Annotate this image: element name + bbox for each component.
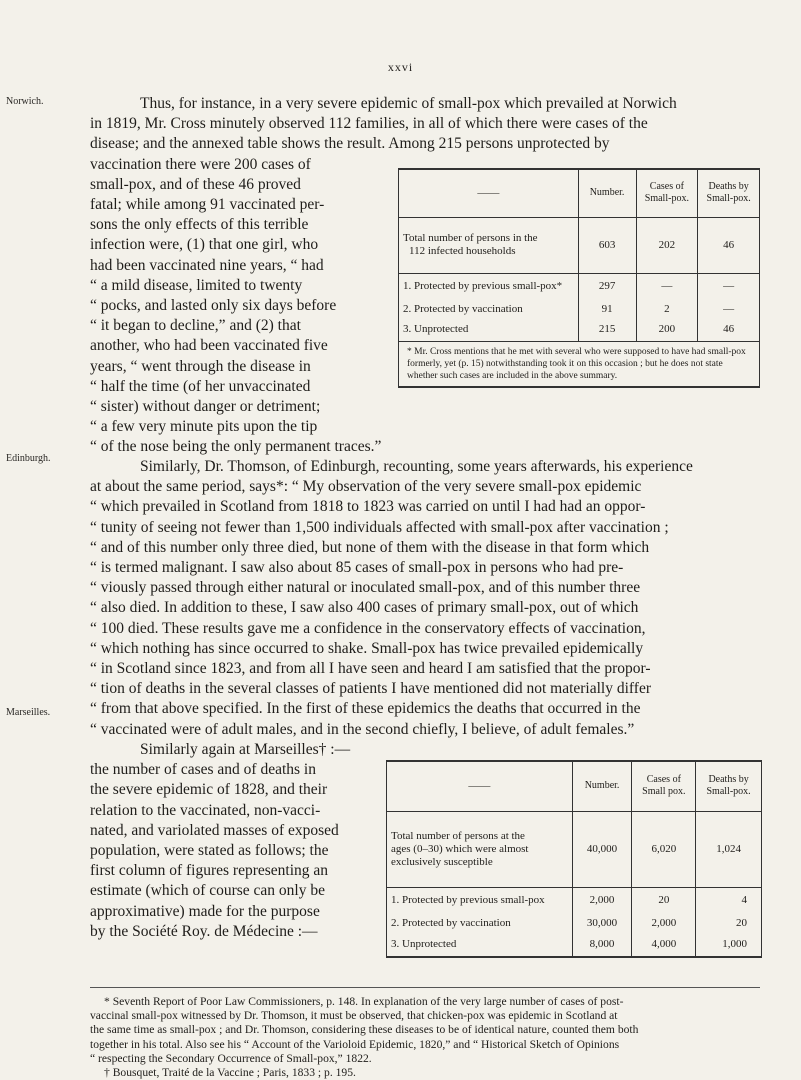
text-line: infection were, (1) that one girl, who <box>90 236 319 254</box>
table-row: 3. Unprotected 8,000 4,000 1,000 <box>387 933 762 957</box>
page-number: xxvi <box>387 60 414 74</box>
footnote-divider <box>90 987 760 988</box>
text-line: first column of figures representing an <box>90 862 329 880</box>
text-line: “ which nothing has since occurred to shake. Small-pox has twice prevailed epidemically <box>90 639 644 657</box>
text-line: “ vaccinated were of adult males, and in the second chiefly, I believe, of adult females.” <box>90 720 635 738</box>
text-line: population, were stated as follows; the <box>90 842 329 860</box>
header-number: Number. <box>578 169 636 217</box>
text-line: by the Société Roy. de Médecine :— <box>90 922 318 940</box>
text-line: Similarly, Dr. Thomson, of Edinburgh, recounting, some years afterwards, his experience <box>140 458 693 475</box>
text-line: “ in Scotland since 1823, and from all I have seen and heard I am satisfied that the propor- <box>90 660 651 678</box>
header-number: Number. <box>572 761 632 811</box>
footnote-line: † Bousquet, Traité de la Vaccine ; Paris, 1833 ; p. 195. <box>104 1066 356 1080</box>
text-line: “ a few very minute pits upon the tip <box>90 418 318 436</box>
text-line: Thus, for instance, in a very severe epidemic of small-pox which prevailed at Norwich <box>140 95 677 112</box>
text-line: small-pox, and of these 46 proved <box>90 175 301 193</box>
text-line: nated, and variolated masses of exposed <box>90 821 339 839</box>
text-line: the severe epidemic of 1828, and their <box>90 781 328 799</box>
text-line: had been vaccinated nine years, “ had <box>90 256 324 274</box>
margin-note-norwich: Norwich. <box>6 96 44 107</box>
text-line: “ also died. In addition to these, I saw also 400 cases of primary small-pox, out of which <box>90 599 639 617</box>
table-row: 2. Protected by vaccination 91 2 — <box>399 299 760 319</box>
text-line: vaccination there were 200 cases of <box>90 155 311 173</box>
table-row: 1. Protected by previous small-pox* 297 — — <box>399 273 760 299</box>
total-number: 40,000 <box>572 811 632 887</box>
text-line: “ it began to decline,” and (2) that <box>90 317 301 335</box>
total-row-label: Total number of persons at the ages (0–30) which were almost exclusively susceptible <box>387 811 573 887</box>
header-cases: Cases of Small-pox. <box>636 169 698 217</box>
text-line: fatal; while among 91 vaccinated per- <box>90 196 325 214</box>
table-row: 2. Protected by vaccination 30,000 2,000 20 <box>387 913 762 933</box>
footnote-line: vaccinal small-pox witnessed by Dr. Thomson, it must be observed, that chicken-pox was epidemic in Scotland at <box>90 1009 618 1023</box>
text-line: “ which prevailed in Scotland from 1818 to 1823 was carried on until I had had an oppor- <box>90 498 646 516</box>
margin-note-marseilles: Marseilles. <box>6 707 51 718</box>
table-blank-header: —— <box>399 169 579 217</box>
footnote-line: together in his total. Also see his “ Account of the Varioloid Epidemic, 1820,” and “ Historical Sketch of Opinions <box>90 1037 620 1051</box>
text-line: “ tunity of seeing not fewer than 1,500 individuals affected with small-pox after vaccination ; <box>90 518 669 536</box>
text-line: approximative) made for the purpose <box>90 902 320 920</box>
footnote-line: * Seventh Report of Poor Law Commissioners, p. 148. In explanation of the very large number of cases of post- <box>104 995 624 1008</box>
total-row-label: Total number of persons in the 112 infected households <box>399 217 579 273</box>
text-line: “ and of this number only three died, but none of them with the disease in that form which <box>90 538 650 556</box>
text-line: “ viously passed through either natural or inoculated small-pox, and of this number three <box>90 579 641 597</box>
footnote-line: the same time as small-pox ; and Dr. Thomson, considering these diseases to be of identical nature, counted them both <box>90 1023 639 1037</box>
text-line: estimate (which of course can only be <box>90 882 325 900</box>
header-deaths: Deaths by Small-pox. <box>698 169 760 217</box>
text-line: “ 100 died. These results gave me a confidence in the conservatory effects of vaccination, <box>90 619 646 637</box>
text-line: sons the only effects of this terrible <box>90 216 309 234</box>
header-deaths: Deaths by Small-pox. <box>696 761 762 811</box>
text-line: the number of cases and of deaths in <box>90 761 316 779</box>
text-line: “ tion of deaths in the several classes of patients I have mentioned did not materially differ <box>90 680 651 698</box>
footnote-line: “ respecting the Secondary Occurrence of Small-pox,” 1822. <box>90 1051 372 1065</box>
header-cases: Cases of Small pox. <box>632 761 696 811</box>
paragraph-edinburgh <box>90 457 800 740</box>
total-cases: 6,020 <box>632 811 696 887</box>
norwich-table <box>398 168 760 388</box>
marseilles-table <box>386 760 762 958</box>
footnotes <box>90 995 790 1080</box>
margin-note-edinburgh: Edinburgh. <box>6 453 51 464</box>
table-row: 1. Protected by previous small-pox 2,000 20 4 <box>387 887 762 913</box>
text-line: disease; and the annexed table shows the result. Among 215 persons unprotected by <box>90 135 610 153</box>
total-cases: 202 <box>636 217 698 273</box>
text-line: “ of the nose being the only permanent traces.” <box>90 438 382 456</box>
text-line: at about the same period, says*: “ My observation of the very severe small-pox epidemic <box>90 478 642 496</box>
text-line: “ pocks, and lasted only six days before <box>90 297 337 315</box>
text-line: “ from that above specified. In the first of these epidemics the deaths that occurred in the <box>90 700 641 718</box>
text-line: relation to the vaccinated, non-vacci- <box>90 801 321 819</box>
text-line: another, who had been vaccinated five <box>90 337 328 355</box>
table-footnote: * Mr. Cross mentions that he met with several who were supposed to have had small-pox formerly, yet (p. 15) notwithstanding took it on this occasion ; but he does not state whether such cases are included in the above summary. <box>399 341 760 387</box>
table-blank-header: —— <box>387 761 573 811</box>
text-line: “ a mild disease, limited to twenty <box>90 276 303 294</box>
text-line: Similarly again at Marseilles† :— <box>140 741 351 758</box>
text-line: “ is termed malignant. I saw also about 85 cases of small-pox in persons who had pre- <box>90 559 624 577</box>
table-row: 3. Unprotected 215 200 46 <box>399 319 760 341</box>
total-number: 603 <box>578 217 636 273</box>
text-line: “ half the time (of her unvaccinated <box>90 377 311 395</box>
text-line: “ sister) without danger or detriment; <box>90 398 321 416</box>
text-line: years, “ went through the disease in <box>90 357 311 375</box>
total-deaths: 1,024 <box>696 811 762 887</box>
total-deaths: 46 <box>698 217 760 273</box>
text-line: in 1819, Mr. Cross minutely observed 112 families, in all of which there were cases of the <box>90 115 648 133</box>
